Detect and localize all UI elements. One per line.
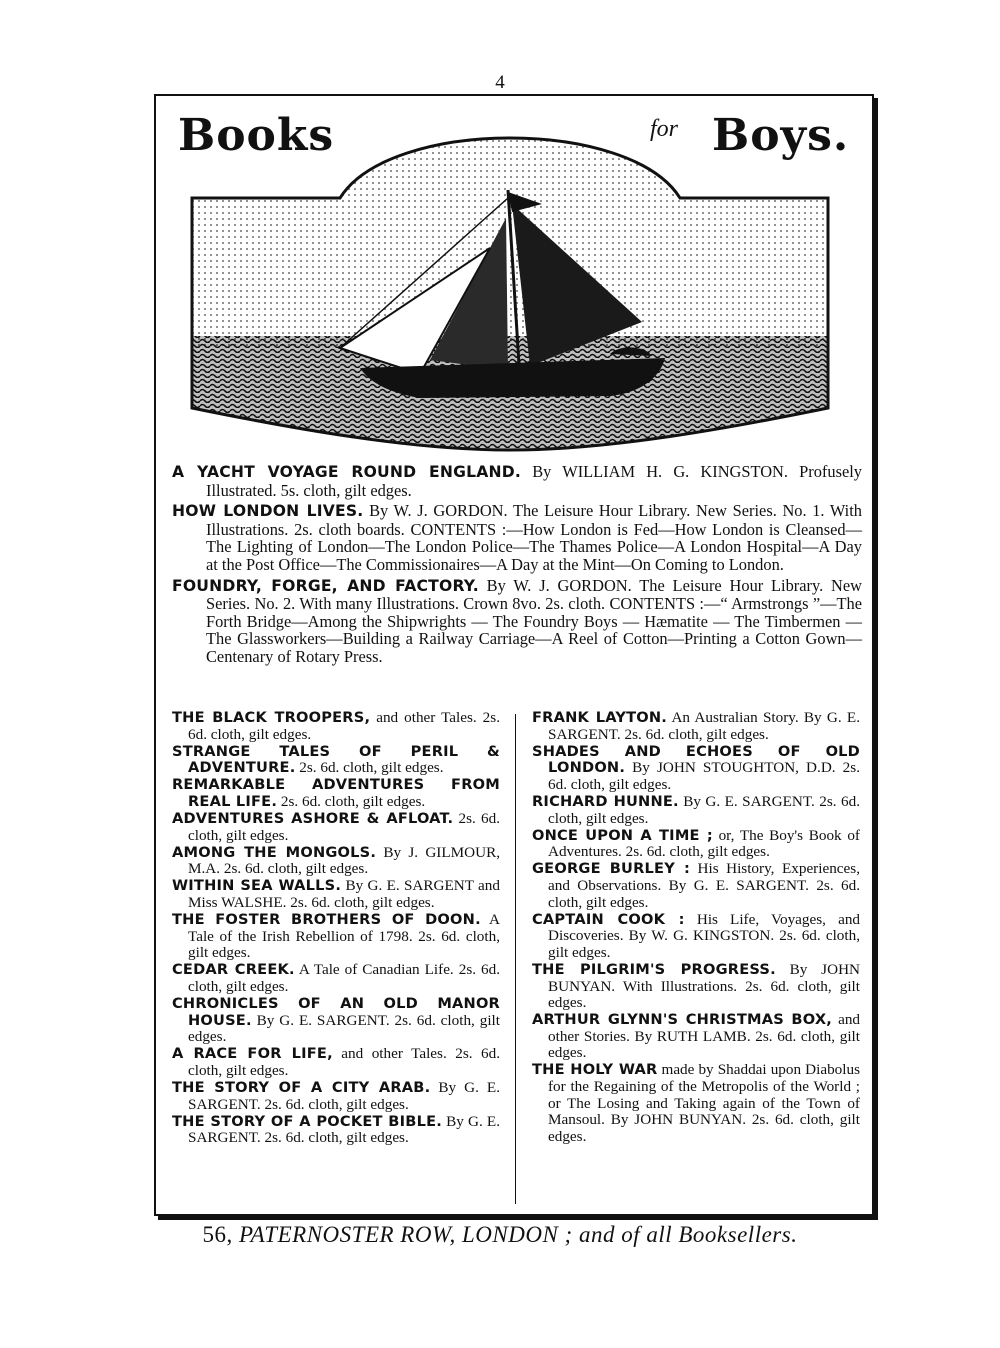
book-description: 2s. 6d. cloth, gilt edges.: [188, 810, 500, 844]
book-title: HOW LONDON LIVES.: [172, 502, 364, 521]
book-entry: [532, 1062, 860, 1145]
book-title: THE HOLY WAR: [532, 1061, 658, 1079]
book-entry: [532, 828, 860, 861]
book-entry: [172, 912, 500, 962]
book-entry: [532, 962, 860, 1012]
right-column: [532, 710, 860, 1146]
book-title: FOUNDRY, FORGE, AND FACTORY.: [172, 576, 479, 595]
book-description: By G. E. SARGENT. 2s. 6d. cloth, gilt edges.: [188, 1112, 500, 1147]
book-title: CAPTAIN COOK :: [532, 910, 685, 928]
book-entry: [172, 463, 862, 499]
header-books: Books: [178, 110, 335, 161]
book-title: CEDAR CREEK.: [172, 961, 295, 979]
book-entry: [172, 744, 500, 777]
book-title: ONCE UPON A TIME ;: [532, 826, 713, 844]
book-title: THE STORY OF A CITY ARAB.: [172, 1079, 431, 1097]
book-title: THE PILGRIM'S PROGRESS.: [532, 960, 776, 978]
book-entry: [532, 1012, 860, 1062]
book-description: By J. GILMOUR, M.A. 2s. 6d. cloth, gilt edges.: [188, 843, 500, 878]
book-columns: [172, 710, 862, 1206]
book-title: CHRONICLES OF AN OLD MANOR HOUSE.: [172, 995, 500, 1029]
book-entry: [532, 912, 860, 962]
header-for: for: [650, 116, 679, 142]
book-entry: [532, 861, 860, 911]
book-description: An Australian Story. By G. E. SARGENT. 2s. 6d. cloth, gilt edges.: [548, 709, 860, 743]
book-title: GEORGE BURLEY :: [532, 860, 690, 878]
book-description: His Life, Voyages, and Discoveries. By W. G. KINGSTON. 2s. 6d. cloth, gilt edges.: [548, 910, 861, 961]
book-title: SHADES AND ECHOES OF OLD LONDON.: [532, 742, 860, 777]
book-description: A Tale of Canadian Life. 2s. 6d. cloth, gilt edges.: [188, 961, 500, 995]
book-entry: [172, 710, 500, 743]
header-boys: Boys.: [712, 110, 850, 161]
book-entry: [532, 710, 860, 743]
book-entry: [532, 744, 860, 794]
book-title: RICHARD HUNNE.: [532, 792, 679, 810]
book-title: ADVENTURES ASHORE & AFLOAT.: [172, 810, 454, 828]
book-entry: [172, 1114, 500, 1147]
book-description: and other Tales. 2s. 6d. cloth, gilt edges.: [188, 709, 500, 743]
book-entry: [172, 1046, 500, 1079]
book-description: By G. E. SARGENT. 2s. 6d. cloth, gilt edges.: [188, 1011, 500, 1046]
column-divider: [515, 714, 516, 1204]
book-title: REMARKABLE ADVENTURES FROM REAL LIFE.: [172, 776, 500, 810]
book-description: By W. J. GORDON. The Leisure Hour Library. New Series. No. 1. With Illustrations. 2s. cloth boards. CONTENTS :—How London is Fed—How London is Cleansed—The Lighting of London—The London Police—The Thames Police—A London Hospital—A Day at the Post Office—The Commissionaires—A Day at the Mint—On Coming to London.: [206, 501, 862, 574]
book-entry: [172, 845, 500, 878]
publisher-footer: [0, 1222, 1000, 1248]
book-title: WITHIN SEA WALLS.: [172, 877, 342, 895]
book-description: By W. J. GORDON. The Leisure Hour Library. New Series. No. 2. With many Illustrations. Crown 8vo. 2s. cloth. CONTENTS :—“ Armstrongs ”—The Forth Bridge—Among the Shipwrights — The Foundry Boys — Hæmatite — The Timbermen — The Glassworkers—Building a Railway Carriage—A Reel of Cotton—Printing a Cotton Gown—Centenary of Rotary Press.: [206, 575, 862, 666]
book-description: By G. E. SARGENT and Miss WALSHE. 2s. 6d. cloth, gilt edges.: [188, 877, 500, 912]
book-title: STRANGE TALES OF PERIL & ADVENTURE.: [172, 742, 500, 777]
footer-number: 56,: [202, 1222, 233, 1247]
book-description: By JOHN STOUGHTON, D.D. 2s. 6d. cloth, gilt edges.: [548, 759, 860, 793]
book-title: A RACE FOR LIFE,: [172, 1045, 333, 1063]
page-number: 4: [495, 72, 505, 93]
book-entry: [172, 502, 862, 573]
book-description: 2s. 6d. cloth, gilt edges.: [277, 792, 426, 810]
book-entry: [172, 811, 500, 844]
book-description: and other Tales. 2s. 6d. cloth, gilt edges.: [188, 1045, 500, 1079]
book-description: His History, Experiences, and Observations. By G. E. SARGENT. 2s. 6d. cloth, gilt edges.: [548, 860, 860, 911]
book-description: By G. E. SARGENT. 2s. 6d. cloth, gilt edges.: [548, 792, 860, 827]
book-entry: [532, 794, 860, 827]
book-description: By G. E. SARGENT. 2s. 6d. cloth, gilt edges.: [188, 1079, 501, 1113]
book-description: 2s. 6d. cloth, gilt edges.: [295, 759, 444, 777]
book-description: or, The Boy's Book of Adventures. 2s. 6d. cloth, gilt edges.: [548, 826, 860, 861]
book-title: THE FOSTER BROTHERS OF DOON.: [172, 911, 481, 929]
book-entry: [172, 878, 500, 911]
footer-address: PATERNOSTER ROW, LONDON ; and of all Booksellers.: [232, 1222, 798, 1247]
left-column: [172, 710, 500, 1147]
book-entry: [172, 962, 500, 995]
book-entry: [172, 777, 500, 810]
book-title: AMONG THE MONGOLS.: [172, 843, 377, 861]
book-entry: [172, 1080, 500, 1113]
book-title: THE BLACK TROOPERS,: [172, 709, 371, 726]
book-description: A Tale of the Irish Rebellion of 1798. 2s. 6d. cloth, gilt edges.: [188, 911, 500, 962]
book-entry: [172, 996, 500, 1046]
featured-books: [172, 463, 862, 669]
book-description: By WILLIAM H. G. KINGSTON. Profusely Illustrated. 5s. cloth, gilt edges.: [206, 462, 862, 500]
book-entry: [172, 577, 862, 666]
book-title: A YACHT VOYAGE ROUND ENGLAND.: [172, 463, 522, 481]
book-description: made by Shaddai upon Diabolus for the Regaining of the Metropolis of the World ; or The Losing and Taking again of the Town of Mansoul. By JOHN BUNYAN. 2s. 6d. cloth, gilt edges.: [548, 1061, 860, 1145]
book-title: FRANK LAYTON.: [532, 709, 668, 726]
book-title: THE STORY OF A POCKET BIBLE.: [172, 1112, 442, 1130]
book-description: By JOHN BUNYAN. With Illustrations. 2s. 6d. cloth, gilt edges.: [548, 960, 860, 1012]
book-description: and other Stories. By RUTH LAMB. 2s. 6d. cloth, gilt edges.: [548, 1011, 861, 1062]
book-title: ARTHUR GLYNN'S CHRISTMAS BOX,: [532, 1011, 833, 1029]
